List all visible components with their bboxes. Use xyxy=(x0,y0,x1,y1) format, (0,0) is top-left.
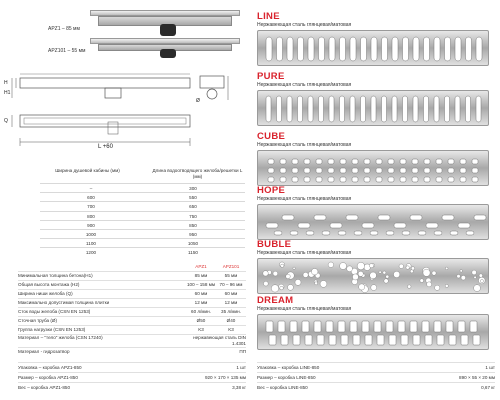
dim-o: Ø xyxy=(196,98,200,104)
grate-dream xyxy=(257,314,489,350)
variant-buble xyxy=(257,240,497,257)
table-row: 900 850 xyxy=(40,220,245,229)
apz101-label: APZ101 – 55 мм xyxy=(48,48,86,54)
table-row: Размер – коробка APZ1-850 920 × 170 × 135 мм xyxy=(18,372,246,382)
variant-dream xyxy=(257,296,497,313)
spec-table xyxy=(18,263,246,356)
table-row: Материал - гидрозатвор ПП xyxy=(18,349,246,354)
variant-name: DREAM xyxy=(257,295,294,306)
variant-material: Нержавеющая сталь глянцевая/матовая xyxy=(257,142,352,148)
dim-h1: H1 xyxy=(4,90,11,96)
pack-left-table xyxy=(18,362,246,392)
variant-name: PURE xyxy=(257,71,285,82)
variant-cube xyxy=(257,132,497,149)
table-row: Группа нагрузки (CSN EN 1253) K3 K3 xyxy=(18,325,246,334)
variant-name: BUBLE xyxy=(257,239,292,250)
table-row: Минимальная толщина бетона(H1) 85 мм 55 мм xyxy=(18,271,246,280)
spec-col-apz1: APZ1 xyxy=(195,264,207,269)
table-row: Общая высота монтажа (H2) 100 – 158 мм 70 – 96 мм xyxy=(18,280,246,289)
table-row: 1000 950 xyxy=(40,229,245,238)
variant-material: Нержавеющая сталь глянцевая/матовая xyxy=(257,306,352,312)
table-row: Вес – коробка LINE-850 0,67 кг xyxy=(257,382,495,392)
grate-cube xyxy=(257,150,489,186)
grate-hope xyxy=(257,204,489,240)
dim-q: Q xyxy=(4,118,8,124)
table-row: 600 550 xyxy=(40,192,245,201)
pack-right-table xyxy=(257,362,495,392)
table-row: 800 750 xyxy=(40,211,245,220)
grate-line xyxy=(257,30,489,66)
apz1-label: APZ1 – 85 мм xyxy=(48,26,80,32)
table-row: Размер – коробка LINE-850 890 × 55 × 20 мм xyxy=(257,372,495,382)
variant-name: HOPE xyxy=(257,185,286,196)
table-row: Упаковка – коробка LINE-850 1 шт xyxy=(257,362,495,372)
variant-line xyxy=(257,12,497,29)
grate-buble xyxy=(257,258,489,294)
sizes-col1-header: Ширина душевой кабины (мм) xyxy=(55,168,120,173)
drain-photo-apz101 xyxy=(90,38,240,58)
table-row: 1200 1150 xyxy=(40,247,245,256)
variant-pure xyxy=(257,72,497,89)
table-row: Ширина ниши желоба (Q) 60 мм 60 мм xyxy=(18,289,246,298)
dim-l60: L +60 xyxy=(98,144,113,150)
table-row: Максимально допустимая толщина плитки 12 мм 12 мм xyxy=(18,298,246,307)
variant-name: CUBE xyxy=(257,131,286,142)
table-row: Вес – коробка APZ1-850 3,38 кг xyxy=(18,382,246,392)
table-row: Упаковка – коробка APZ1-850 1 шт xyxy=(18,362,246,372)
table-row: 1100 1050 xyxy=(40,238,245,247)
sizes-table xyxy=(40,168,245,257)
table-row: Материал – "тело" желоба (CSN 17240) нержавеющая сталь DIN 1.4301 xyxy=(18,335,246,346)
variant-material: Нержавеющая сталь глянцевая/матовая xyxy=(257,250,352,256)
variant-name: LINE xyxy=(257,11,280,22)
table-row: – 300 xyxy=(40,183,245,192)
variant-material: Нержавеющая сталь глянцевая/матовая xyxy=(257,196,352,202)
dim-h: H xyxy=(4,80,8,86)
grate-pure xyxy=(257,90,489,126)
table-row: Сточная труба (Ø) Ø50 Ø40 xyxy=(18,316,246,325)
drain-photo-apz1 xyxy=(90,10,240,30)
spec-col-apz101: APZ101 xyxy=(222,264,240,269)
technical-drawing xyxy=(0,70,250,170)
table-row: Сток воды желоба (CSN EN 1253) 60 л/мин. 35 л/мин. xyxy=(18,307,246,316)
variant-material: Нержавеющая сталь глянцевая/матовая xyxy=(257,22,352,28)
sizes-col2-header: Длина водоотводящего желоба/решетки L (мм) xyxy=(152,168,243,179)
variant-hope xyxy=(257,186,497,203)
variant-material: Нержавеющая сталь глянцевая/матовая xyxy=(257,82,352,88)
right-column xyxy=(252,0,500,400)
table-row: 700 650 xyxy=(40,201,245,210)
